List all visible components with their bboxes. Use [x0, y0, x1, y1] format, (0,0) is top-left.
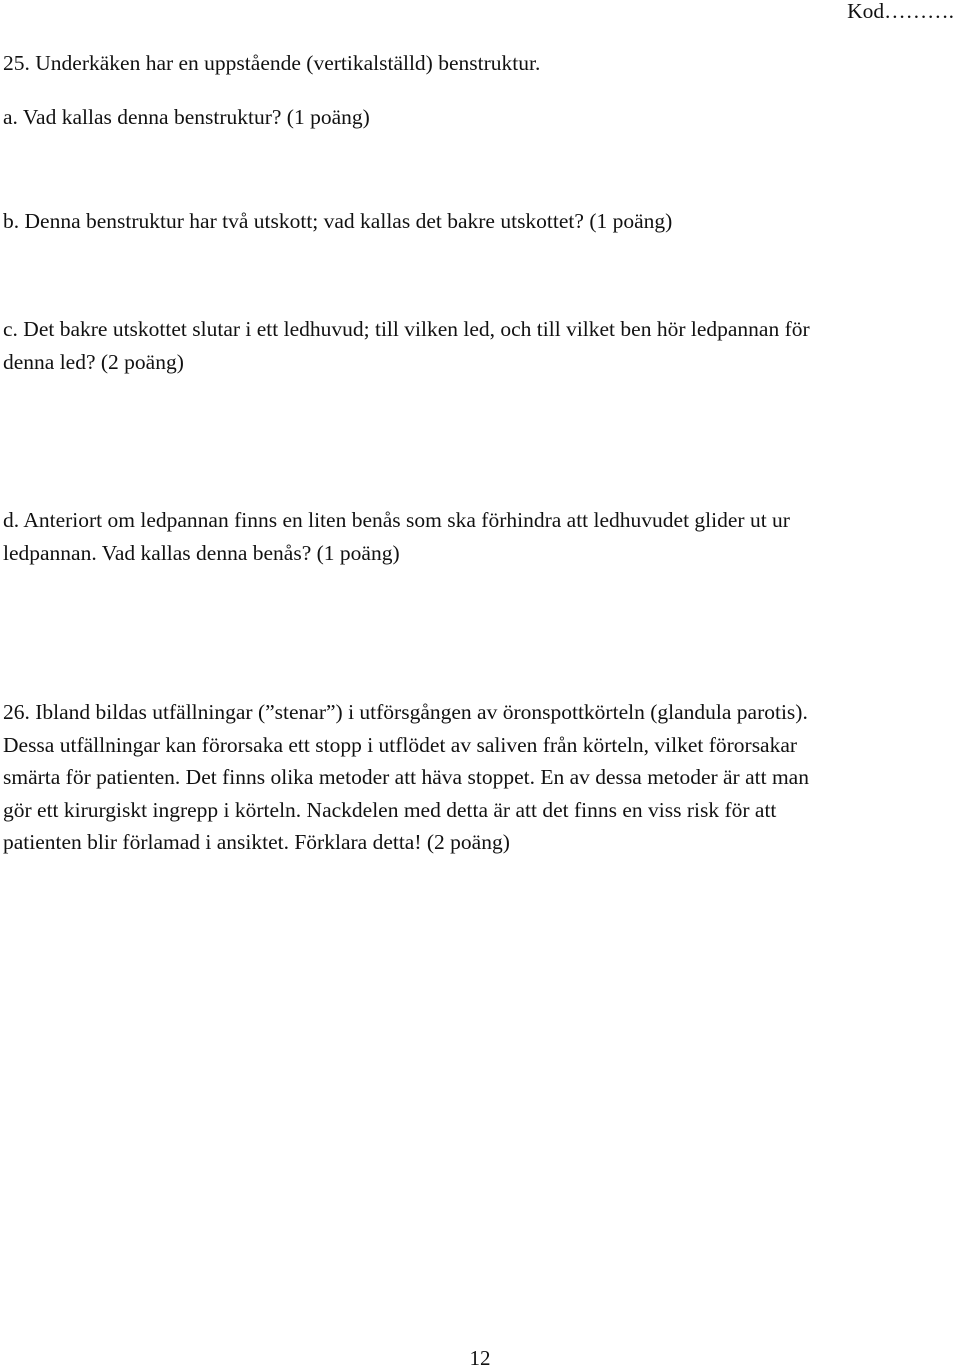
question-25-c-line-1: c. Det bakre utskottet slutar i ett ledhuvud; till vilken led, och till vilket ben hör ledpannan för [3, 317, 810, 341]
page-number: 12 [469, 1346, 491, 1370]
question-25-c-line-2: denna led? (2 poäng) [3, 350, 184, 374]
question-25-b: b. Denna benstruktur har två utskott; vad kallas det bakre utskottet? (1 poäng) [3, 209, 673, 233]
question-25-intro: 25. Underkäken har en uppstående (vertikalställd) benstruktur. [3, 51, 541, 75]
question-26-line-3: smärta för patienten. Det finns olika metoder att häva stoppet. En av dessa metoder är att man [3, 765, 809, 789]
question-26-line-1: 26. Ibland bildas utfällningar (”stenar”) i utförsgången av öronspottkörteln (glandula parotis). [3, 700, 808, 724]
question-26-line-4: gör ett kirurgiskt ingrepp i körteln. Nackdelen med detta är att det finns en viss risk för att [3, 798, 777, 822]
question-25-a: a. Vad kallas denna benstruktur? (1 poäng) [3, 105, 370, 129]
question-26-line-5: patienten blir förlamad i ansiktet. Förklara detta! (2 poäng) [3, 830, 510, 854]
question-26-line-2: Dessa utfällningar kan förorsaka ett stopp i utflödet av saliven från körteln, vilket förorsakar [3, 733, 798, 757]
question-25-d-line-1: d. Anteriort om ledpannan finns en liten benås som ska förhindra att ledhuvudet glider ut ur [3, 508, 790, 532]
question-25-d-line-2: ledpannan. Vad kallas denna benås? (1 poäng) [3, 541, 400, 565]
kod-label: Kod………. [847, 0, 954, 23]
